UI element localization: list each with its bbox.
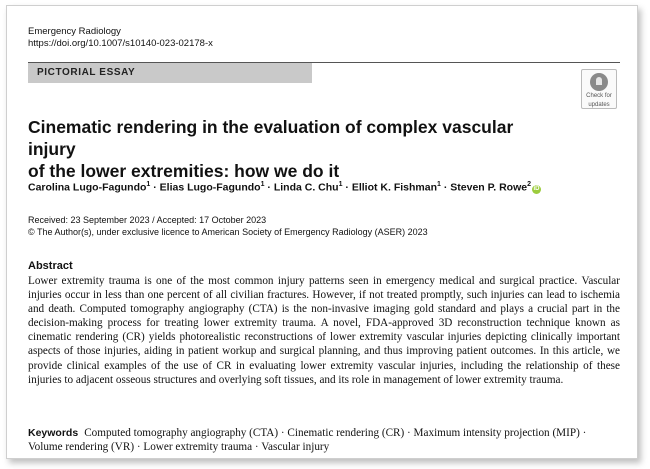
- title-line-1: Cinematic rendering in the evaluation of complex vascular injury: [28, 117, 514, 159]
- author[interactable]: Carolina Lugo-Fagundo: [28, 181, 147, 194]
- author-affiliation: 1: [338, 181, 343, 188]
- orcid-icon[interactable]: iD: [533, 185, 540, 192]
- article-title: [28, 116, 548, 182]
- keywords-label: Keywords: [28, 427, 79, 439]
- author-affiliation: 1: [260, 181, 265, 188]
- author-affiliation: 2: [527, 181, 532, 188]
- author[interactable]: Linda C. Chu: [273, 181, 339, 194]
- author-list: [28, 181, 541, 194]
- keywords: [28, 426, 620, 454]
- author-affiliation: 1: [146, 181, 151, 188]
- author-affiliation: 1: [437, 181, 441, 188]
- check-for-updates-line1: Check for: [586, 93, 612, 99]
- journal-header: [28, 26, 213, 50]
- check-for-updates-icon: [590, 73, 608, 91]
- section-label: PICTORIAL ESSAY: [28, 63, 312, 83]
- abstract-text: Lower extremity trauma is one of the most common injury patterns seen in emergency medical and surgical practice. Vascular injuries occur in less than one percent of all civilian fractures. However, if not treated promptly, such injuries can lead to ischemia and death. Computed tomography angiography (CTA) is the non-invasive imaging gold standard and plays a crucial part in the decision-making process for treating lower extremity trauma. A novel, FDA-approved 3D reconstruction technique known as cinematic rendering (CR) yields photorealistic reconstructions of lower extremity vascular injuries depicting clinically important aspects of those injuries, aiding in patient workup and surgical planning, and thus improving patient outcomes. In this article, we provide clinical examples of the use of CR in evaluating lower extremity vascular injuries, including the relationship of these injuries to adjacent osseous structures and overlying soft tissues, and its role in management of lower extremity trauma.: [28, 275, 620, 386]
- author-separator: ·: [267, 181, 271, 194]
- abstract-heading: Abstract: [28, 260, 73, 272]
- author-separator: ·: [153, 181, 157, 194]
- paper-page: [6, 5, 638, 459]
- author-separator: ·: [345, 181, 349, 194]
- check-for-updates-line2: updates: [588, 102, 610, 108]
- check-for-updates-badge[interactable]: [581, 69, 617, 109]
- received-accepted: Received: 23 September 2023 / Accepted: 17 October 2023: [28, 215, 267, 225]
- title-line-2: of the lower extremities: how we do it: [28, 161, 340, 181]
- article-dates: [28, 214, 428, 238]
- doi-link[interactable]: https://doi.org/10.1007/s10140-023-02178-x: [28, 38, 213, 49]
- copyright-notice: © The Author(s), under exclusive licence to American Society of Emergency Radiology (ASER) 2023: [28, 227, 428, 237]
- author-separator: ·: [443, 181, 448, 194]
- author[interactable]: Elias Lugo-Fagundo: [159, 181, 261, 194]
- author[interactable]: Steven P. Rowe: [450, 181, 528, 194]
- author[interactable]: Elliot K. Fishman: [351, 181, 438, 194]
- journal-name: Emergency Radiology: [28, 26, 121, 37]
- keywords-text: Computed tomography angiography (CTA) · Cinematic rendering (CR) · Maximum intensity projection (MIP) · Volume rendering (VR) · Lower extremity trauma · Vascular injury: [28, 427, 587, 454]
